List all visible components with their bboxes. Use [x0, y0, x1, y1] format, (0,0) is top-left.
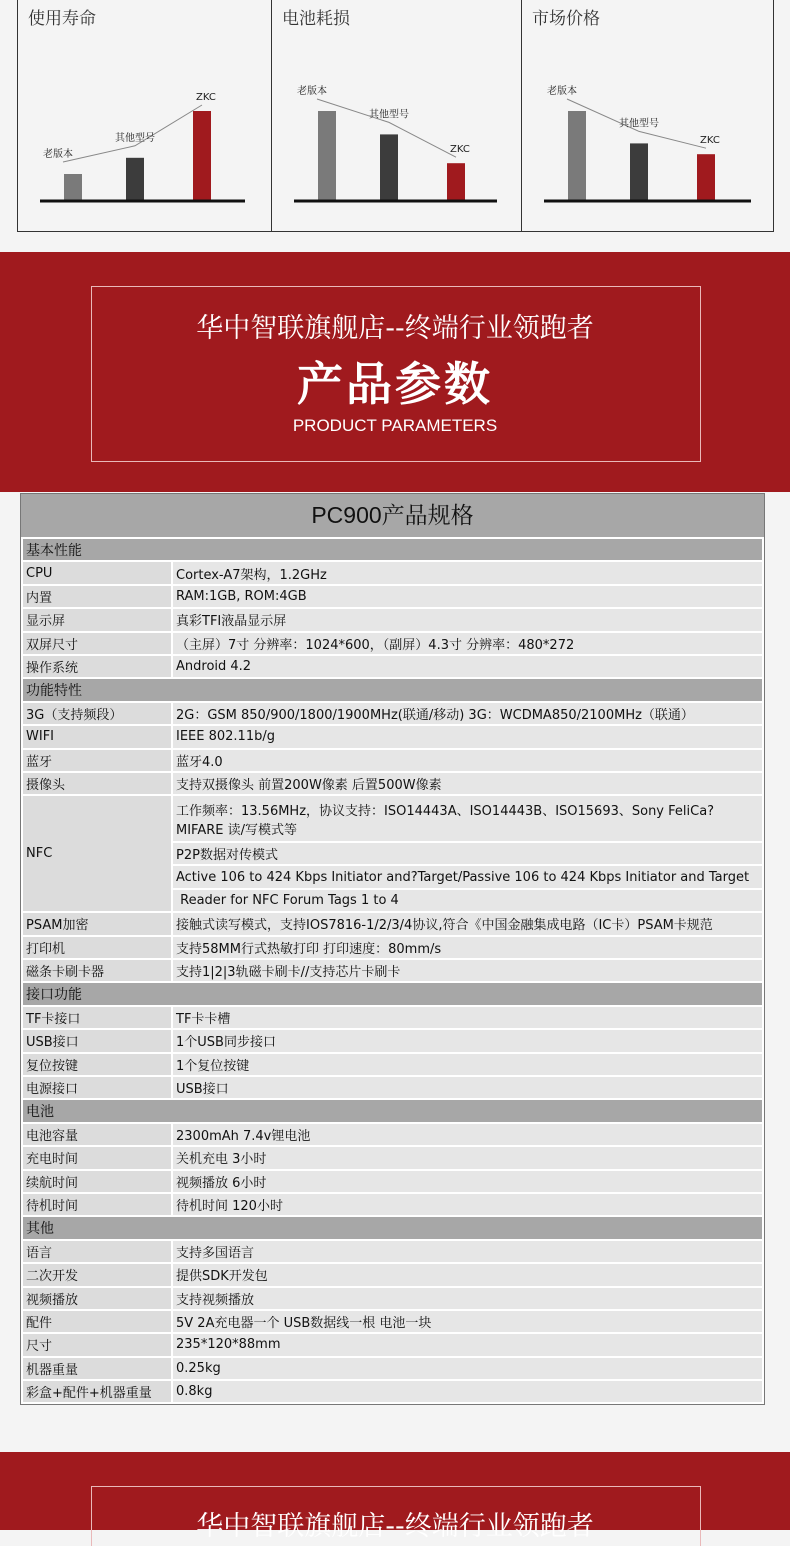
spec-value: 接触式读写模式，支持IOS7816-1/2/3/4协议,符合《中国金融集成电路（IC卡）PSAM卡规范	[172, 912, 763, 935]
table-row	[22, 1123, 763, 1146]
table-row	[22, 1357, 763, 1380]
spec-value: 1个USB同步接口	[172, 1029, 763, 1052]
spec-key: 显示屏	[22, 608, 172, 631]
section-header	[22, 538, 763, 561]
battery-chart	[272, 0, 522, 231]
spec-key: 配件	[22, 1310, 172, 1333]
table-row	[22, 725, 763, 748]
table-row	[22, 1029, 763, 1052]
chart-bar	[697, 154, 715, 201]
section-title: 功能特性	[22, 678, 763, 701]
spec-value: 支持1|2|3轨磁卡刷卡//支持芯片卡刷卡	[172, 959, 763, 982]
table-row	[22, 561, 763, 584]
table-row	[22, 749, 763, 772]
spec-value: 视频播放 6小时	[172, 1170, 763, 1193]
price-chart	[522, 0, 776, 231]
table-row	[22, 1053, 763, 1076]
spec-key: 视频播放	[22, 1287, 172, 1310]
spec-key: 内置	[22, 585, 172, 608]
banner-title-cn: 产品参数	[297, 357, 493, 411]
spec-key: 3G（支持频段）	[22, 702, 172, 725]
spec-value: 235*120*88mm	[172, 1333, 763, 1356]
spec-value: 1个复位按键	[172, 1053, 763, 1076]
spec-value: 待机时间 120小时	[172, 1193, 763, 1216]
spec-key: WIFI	[22, 725, 172, 748]
chart-label: 其他型号	[369, 109, 409, 121]
table-row	[22, 1310, 763, 1333]
chart-label: 其他型号	[619, 118, 659, 130]
spec-table	[20, 493, 765, 1405]
spec-value: 提供SDK开发包	[172, 1263, 763, 1286]
lifespan-chart	[18, 0, 270, 231]
spec-key: 彩盒+配件+机器重量	[22, 1380, 172, 1403]
chart-label: 其他型号	[115, 132, 155, 144]
spec-value: 0.8kg	[172, 1380, 763, 1403]
table-row	[22, 1076, 763, 1099]
table-row	[22, 1146, 763, 1169]
chart-panel-lifespan	[18, 0, 270, 231]
spec-key: 蓝牙	[22, 749, 172, 772]
params-banner-2	[0, 1452, 790, 1542]
chart-bar	[630, 143, 648, 201]
banner-store-name: 华中智联旗舰店--终端行业领跑者	[196, 1511, 594, 1542]
spec-key: 复位按键	[22, 1053, 172, 1076]
chart-bar	[568, 111, 586, 201]
table-row	[22, 1263, 763, 1286]
spec-value: 支持58MM行式热敏打印 打印速度：80mm/s	[172, 936, 763, 959]
spec-value: 工作频率：13.56MHz，协议支持：ISO14443A、ISO14443B、ISO15693、Sony FeliCa?MIFARE 读/写模式等	[172, 795, 763, 842]
chart-title: 电池耗损	[282, 9, 350, 29]
spec-key: 尺寸	[22, 1333, 172, 1356]
table-row	[22, 1170, 763, 1193]
chart-label: 老版本	[547, 86, 577, 97]
spec-value: 支持双摄像头 前置200W像素 后置500W像素	[172, 772, 763, 795]
spec-key: USB接口	[22, 1029, 172, 1052]
chart-label: ZKC	[700, 135, 720, 147]
chart-title: 使用寿命	[28, 9, 96, 29]
section-title: 电池	[22, 1099, 763, 1122]
table-row	[22, 1006, 763, 1029]
spec-key: 充电时间	[22, 1146, 172, 1169]
table-row	[22, 608, 763, 631]
table-row	[22, 772, 763, 795]
section-title: 基本性能	[22, 538, 763, 561]
section-header	[22, 1099, 763, 1122]
spec-key: 语言	[22, 1240, 172, 1263]
section-header	[22, 678, 763, 701]
spec-key: PSAM加密	[22, 912, 172, 935]
spec-key: 操作系统	[22, 655, 172, 678]
spec-value: IEEE 802.11b/g	[172, 725, 763, 748]
chart-label: ZKC	[196, 92, 216, 103]
spec-value: TF卡卡槽	[172, 1006, 763, 1029]
chart-bar	[64, 174, 82, 201]
spec-value: 0.25kg	[172, 1357, 763, 1380]
banner-title-en: PRODUCT PARAMETERS	[292, 416, 498, 435]
table-row	[22, 912, 763, 935]
chart-label: 老版本	[297, 86, 327, 97]
banner-store-name: 华中智联旗舰店--终端行业领跑者	[196, 313, 594, 344]
spec-key: CPU	[22, 561, 172, 584]
chart-panel-battery	[271, 0, 521, 231]
chart-title: 市场价格	[532, 9, 600, 29]
table-row	[22, 632, 763, 655]
spec-key: 电池容量	[22, 1123, 172, 1146]
spec-value: 蓝牙4.0	[172, 749, 763, 772]
spec-value: 2G：GSM 850/900/1800/1900MHz(联通/移动) 3G：WCDMA850/2100MHz（联通）	[172, 702, 763, 725]
spec-value: （主屏）7寸 分辨率：1024*600，（副屏）4.3寸 分辨率：480*272	[172, 632, 763, 655]
table-row	[22, 936, 763, 959]
table-row	[22, 585, 763, 608]
table-row	[22, 702, 763, 725]
spec-key: NFC	[22, 795, 172, 912]
table-row	[22, 1380, 763, 1403]
spec-value: P2P数据对传模式	[172, 842, 763, 865]
table-row	[22, 795, 763, 842]
chart-bar	[126, 158, 144, 201]
comparison-charts	[17, 0, 774, 232]
section-title: 其他	[22, 1216, 763, 1239]
spec-value: 支持视频播放	[172, 1287, 763, 1310]
spec-value: USB接口	[172, 1076, 763, 1099]
section-header	[22, 982, 763, 1005]
spec-value: Cortex-A7架构，1.2GHz	[172, 561, 763, 584]
spec-key: 电源接口	[22, 1076, 172, 1099]
chart-bar	[380, 134, 398, 201]
spec-value: 关机充电 3小时	[172, 1146, 763, 1169]
table-row	[22, 1287, 763, 1310]
spec-value: 2300mAh 7.4v锂电池	[172, 1123, 763, 1146]
spec-key: 二次开发	[22, 1263, 172, 1286]
spec-value: 真彩TFI液晶显示屏	[172, 608, 763, 631]
table-row	[22, 1193, 763, 1216]
chart-bar	[447, 163, 465, 201]
chart-label: 老版本	[43, 149, 73, 160]
table-row	[22, 1333, 763, 1356]
spec-key: TF卡接口	[22, 1006, 172, 1029]
spec-value: 5V 2A充电器一个 USB数据线一根 电池一块	[172, 1310, 763, 1333]
spec-key: 续航时间	[22, 1170, 172, 1193]
section-title: 接口功能	[22, 982, 763, 1005]
spec-key: 机器重量	[22, 1357, 172, 1380]
table-row	[22, 1240, 763, 1263]
spec-key: 打印机	[22, 936, 172, 959]
spec-key: 双屏尺寸	[22, 632, 172, 655]
spec-title: PC900产品规格	[21, 494, 764, 537]
spec-value: Reader for NFC Forum Tags 1 to 4	[172, 889, 763, 912]
table-row	[22, 655, 763, 678]
spec-key: 磁条卡刷卡器	[22, 959, 172, 982]
spec-value: Android 4.2	[172, 655, 763, 678]
spec-key: 待机时间	[22, 1193, 172, 1216]
table-row	[22, 959, 763, 982]
chart-label: ZKC	[450, 144, 470, 156]
spec-value: 支持多国语言	[172, 1240, 763, 1263]
spec-value: RAM:1GB, ROM:4GB	[172, 585, 763, 608]
chart-panel-price	[521, 0, 775, 231]
section-header	[22, 1216, 763, 1239]
chart-bar	[193, 111, 211, 201]
spec-value: Active 106 to 424 Kbps Initiator and?Target/Passive 106 to 424 Kbps Initiator and Target	[172, 865, 763, 888]
params-banner	[0, 252, 790, 492]
chart-bar	[318, 111, 336, 201]
spec-key: 摄像头	[22, 772, 172, 795]
